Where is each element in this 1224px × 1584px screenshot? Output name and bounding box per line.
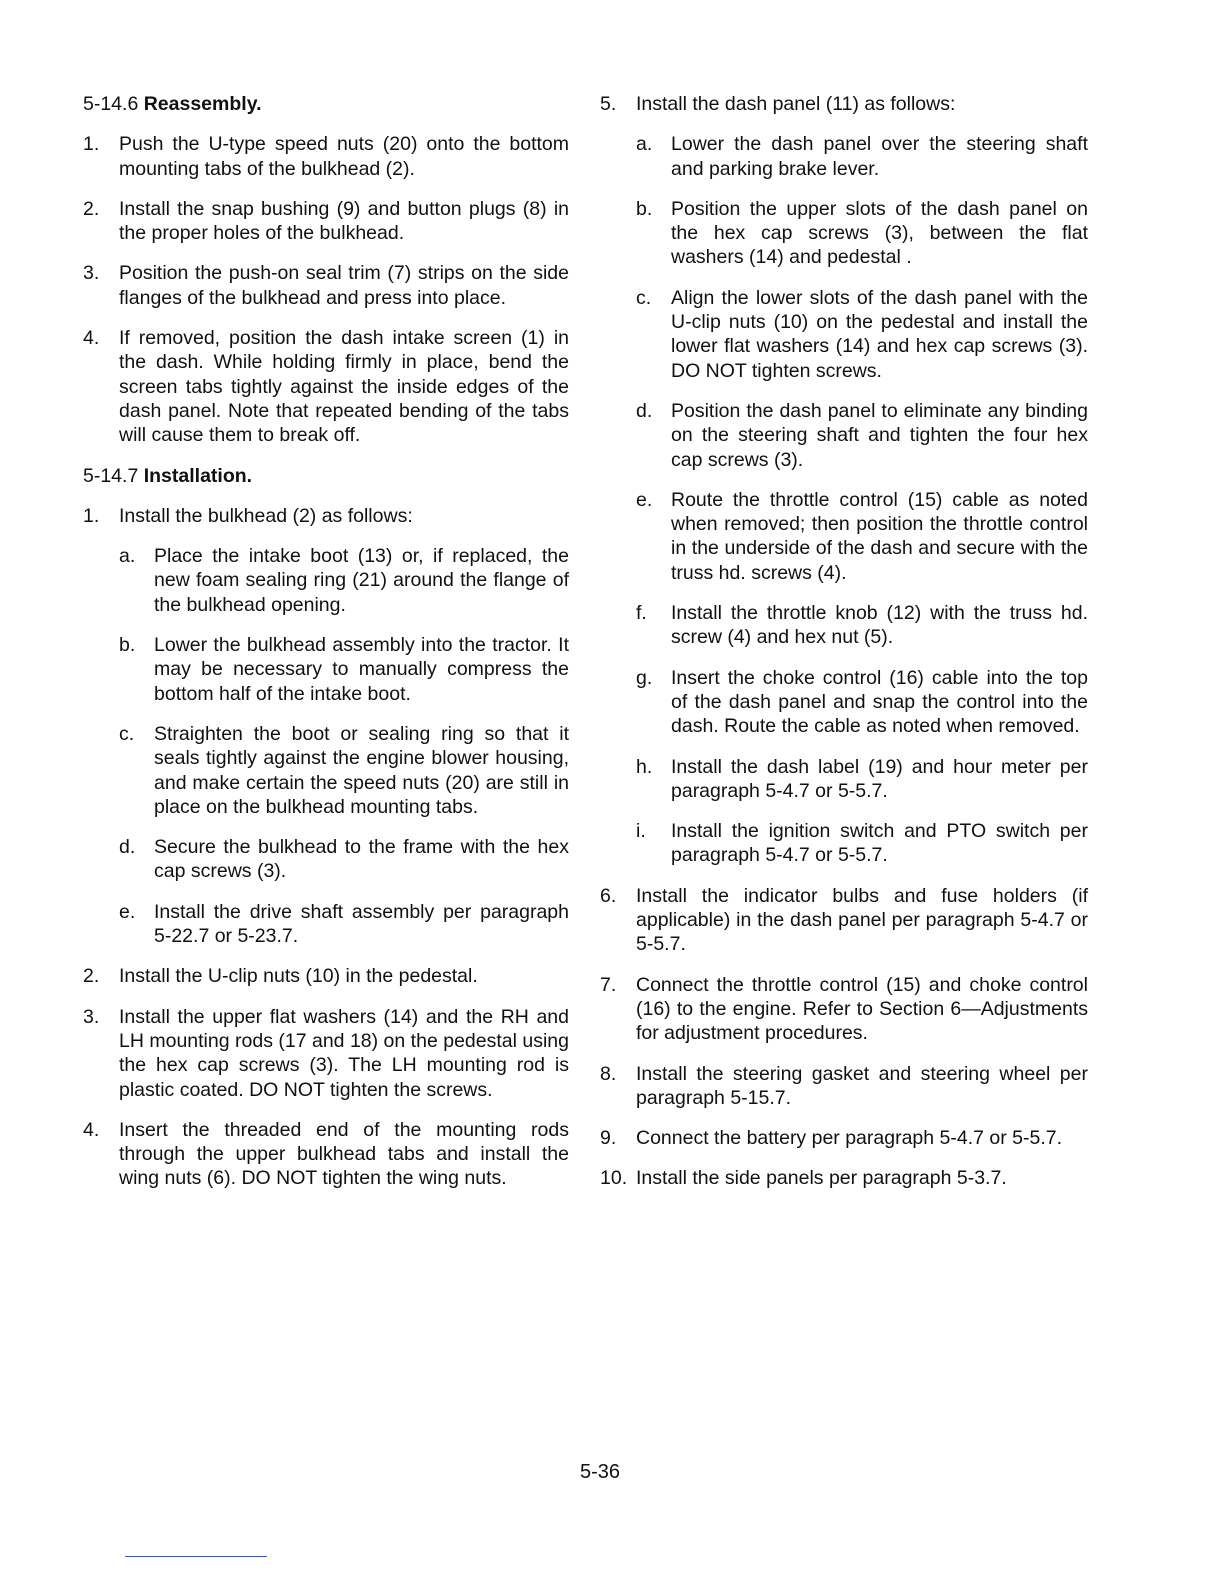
reassembly-heading — [83, 92, 569, 116]
sub-letter: h. — [636, 755, 653, 778]
sub-letter: e. — [636, 488, 653, 511]
sub-text: Route the throttle control (15) cable as noted when removed; then position the throttle control in the underside of the dash and secure with the truss hd. screws (4). — [671, 488, 1088, 584]
sub-item — [83, 544, 569, 617]
step-text: Install the steering gasket and steering wheel per paragraph 5-15.7. — [636, 1062, 1088, 1109]
sub-text: Position the dash panel to eliminate any binding on the steering shaft and tighten the four hex cap screws (3). — [671, 399, 1088, 471]
step-text: Push the U-type speed nuts (20) onto the bottom mounting tabs of the bulkhead (2). — [119, 133, 569, 180]
sub-item — [600, 197, 1088, 270]
sub-letter: g. — [636, 666, 653, 689]
step-text: Position the push-on seal trim (7) strips on the side flanges of the bulkhead and press into place. — [119, 262, 569, 309]
step-number: 3. — [83, 1005, 100, 1028]
sub-text: Lower the dash panel over the steering shaft and parking brake lever. — [671, 133, 1088, 180]
list-item — [83, 261, 569, 310]
step-number: 3. — [83, 262, 100, 285]
step-text: Connect the throttle control (15) and choke control (16) to the engine. Refer to Section 6—Adjustments for adjustment procedures. — [636, 973, 1088, 1045]
step-number: 4. — [83, 1118, 100, 1141]
page-number: 5-36 — [579, 1461, 621, 1483]
sub-text: Install the dash label (19) and hour meter per paragraph 5-4.7 or 5-5.7. — [671, 755, 1088, 802]
sub-letter: a. — [119, 545, 136, 568]
sub-item — [600, 755, 1088, 804]
step-number: 5. — [600, 93, 617, 115]
step-text: Install the side panels per paragraph 5-3.7. — [636, 1167, 1007, 1190]
sub-item — [600, 132, 1088, 181]
sub-letter: b. — [119, 634, 136, 657]
list-item — [600, 1126, 1088, 1150]
sub-item — [600, 286, 1088, 383]
sub-text: Secure the bulkhead to the frame with the hex cap screws (3). — [154, 836, 569, 883]
bottom-rule — [125, 1556, 267, 1557]
sub-item — [83, 835, 569, 884]
sub-letter: d. — [636, 399, 653, 422]
step-number: 1. — [83, 504, 100, 527]
sub-letter: i. — [636, 820, 646, 843]
list-item — [600, 1166, 1088, 1190]
sub-item — [600, 399, 1088, 472]
list-item — [83, 504, 569, 528]
step-number: 1. — [83, 133, 100, 156]
list-item — [83, 132, 569, 181]
step-number: 8. — [600, 1062, 617, 1085]
sub-text: Install the drive shaft assembly per paragraph 5-22.7 or 5-23.7. — [154, 900, 569, 948]
left-column — [83, 92, 569, 1207]
sub-item — [83, 900, 569, 949]
list-item — [83, 1118, 569, 1191]
step-text: Install the upper flat washers (14) and the RH and LH mounting rods (17 and 18) on the pedestal using the hex cap screws (3). The LH mounting rod is plastic coated. DO NOT tighten the screws. — [119, 1005, 569, 1101]
sub-letter: f. — [636, 602, 647, 625]
list-item — [83, 964, 569, 988]
sub-item — [600, 666, 1088, 739]
sub-item — [83, 722, 569, 819]
sub-letter: a. — [636, 133, 653, 156]
step-number: 10. — [600, 1167, 628, 1190]
sub-text: Install the ignition switch and PTO switch per paragraph 5-4.7 or 5-5.7. — [671, 820, 1088, 867]
installation-heading — [83, 464, 569, 488]
list-item — [600, 973, 1088, 1046]
sub-text: Install the throttle knob (12) with the truss hd. screw (4) and hex nut (5). — [671, 602, 1088, 649]
right-column — [600, 92, 1088, 1207]
step-number: 4. — [83, 327, 100, 350]
step-text: Insert the threaded end of the mounting rods through the upper bulkhead tabs and install the wing nuts (6). DO NOT tighten the wing nuts. — [119, 1118, 569, 1190]
section-number: 5-14.6 — [83, 93, 139, 115]
step-number: 2. — [83, 965, 100, 988]
step-text: Install the snap bushing (9) and button plugs (8) in the proper holes of the bulkhead. — [119, 197, 569, 245]
list-item — [83, 326, 569, 447]
sub-letter: e. — [119, 900, 136, 923]
section-number: 5-14.7 — [83, 464, 139, 487]
step-number: 9. — [600, 1127, 617, 1150]
step-text: Install the indicator bulbs and fuse holders (if applicable) in the dash panel per paragraph 5-4.7 or 5-5.7. — [636, 884, 1088, 956]
list-item — [600, 1062, 1088, 1111]
step-text: Install the bulkhead (2) as follows: — [119, 504, 413, 527]
step-number: 6. — [600, 884, 617, 907]
step-text: Connect the battery per paragraph 5-4.7 or 5-5.7. — [636, 1127, 1063, 1150]
step-number: 2. — [83, 197, 100, 220]
sub-item — [600, 819, 1088, 868]
step-text: Install the dash panel (11) as follows: — [636, 93, 956, 115]
sub-item — [83, 633, 569, 706]
sub-letter: c. — [636, 286, 652, 309]
list-item — [600, 884, 1088, 957]
list-item — [83, 197, 569, 246]
step-text: If removed, position the dash intake screen (1) in the dash. While holding firmly in place, bend the screen tabs tightly against the inside edges of the dash panel. Note that repeated bending of the tabs will cause them to break off. — [119, 327, 569, 447]
sub-letter: c. — [119, 722, 135, 745]
sub-text: Straighten the boot or sealing ring so that it seals tightly against the engine blower housing, and make certain the speed nuts (20) are still in place on the bulkhead mounting tabs. — [154, 722, 569, 818]
sub-text: Align the lower slots of the dash panel with the U-clip nuts (10) on the pedestal and install the lower flat washers (14) and hex cap screws (3). DO NOT tighten screws. — [671, 286, 1088, 382]
sub-letter: b. — [636, 197, 653, 220]
step-number: 7. — [600, 973, 617, 996]
sub-text: Place the intake boot (13) or, if replaced, the new foam sealing ring (21) around the flange of the bulkhead opening. — [154, 545, 569, 616]
sub-item — [600, 601, 1088, 650]
sub-text: Insert the choke control (16) cable into the top of the dash panel and snap the control into the dash. Route the cable as noted when removed. — [671, 666, 1088, 738]
sub-text: Position the upper slots of the dash panel on the hex cap screws (3), between the flat washers (14) and pedestal . — [671, 197, 1088, 269]
section-title: Installation. — [143, 464, 253, 487]
sub-letter: d. — [119, 836, 136, 859]
sub-text: Lower the bulkhead assembly into the tractor. It may be necessary to manually compress the bottom half of the intake boot. — [154, 634, 569, 705]
list-item — [600, 92, 1088, 116]
list-item — [83, 1005, 569, 1102]
step-text: Install the U-clip nuts (10) in the pedestal. — [119, 965, 478, 988]
sub-item — [600, 488, 1088, 585]
section-title: Reassembly. — [143, 93, 262, 115]
